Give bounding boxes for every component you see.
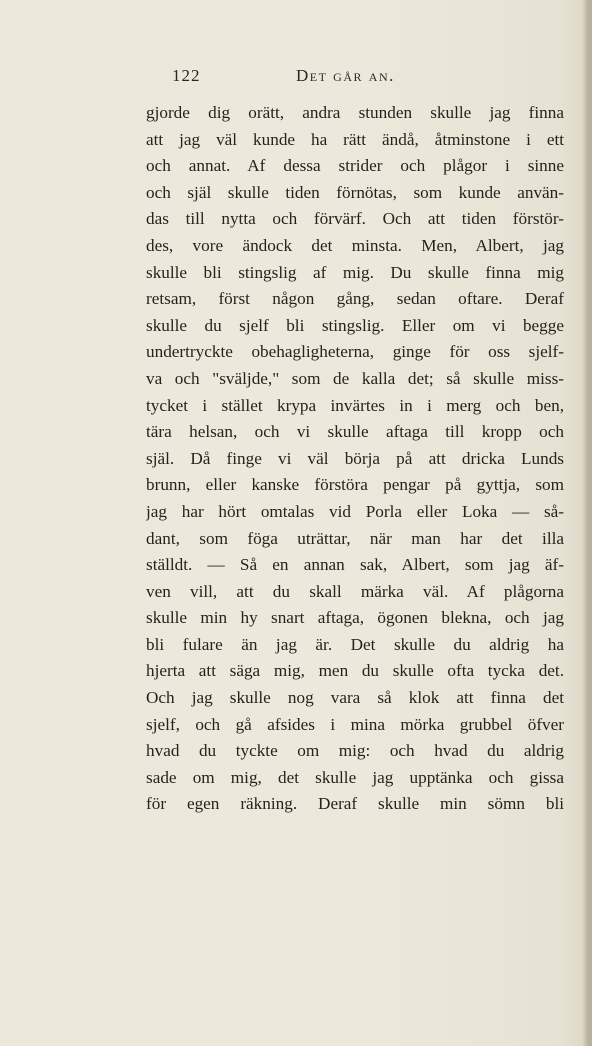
text-line: gjorde dig orätt, andra stunden skulle jag finna bbox=[146, 103, 564, 122]
text-line: des, vore ändock det minsta. Men, Albert, jag bbox=[146, 235, 564, 255]
text-line: Och jag skulle nog vara så klok att finna det bbox=[146, 688, 564, 708]
text-line: hjerta att säga mig, men du skulle ofta tycka det. bbox=[146, 661, 564, 681]
text-line: skulle bli stingslig af mig. Du skulle finna mig bbox=[146, 262, 564, 282]
text-line: hvad du tyckte om mig: och hvad du aldrig bbox=[146, 741, 564, 761]
page-header bbox=[146, 64, 564, 88]
text-line: sjelf, och gå afsides i mina mörka grubbel öfver bbox=[146, 714, 564, 734]
text-line: sade om mig, det skulle jag upptänka och gissa bbox=[146, 767, 564, 787]
text-line: das till nytta och förvärf. Och att tiden förstör- bbox=[146, 209, 564, 229]
text-line: bli fulare än jag är. Det skulle du aldrig ha bbox=[146, 634, 564, 654]
page-number: 122 bbox=[172, 66, 201, 85]
text-line: själ. Då finge vi väl börja på att dricka Lunds bbox=[146, 448, 564, 468]
text-line: att jag väl kunde ha rätt ändå, åtminstone i ett bbox=[146, 129, 564, 149]
text-line: tära helsan, och vi skulle aftaga till kropp och bbox=[146, 422, 564, 442]
running-title: Det går an. bbox=[296, 66, 395, 85]
text-line: och själ skulle tiden förnötas, som kunde använ- bbox=[146, 182, 564, 202]
text-line: för egen räkning. Deraf skulle min sömn bli bbox=[146, 794, 564, 814]
text-line: ställdt. — Så en annan sak, Albert, som jag äf- bbox=[146, 555, 564, 575]
text-line: retsam, först någon gång, sedan oftare. Deraf bbox=[146, 289, 564, 309]
text-line: undertryckte obehagligheterna, ginge för oss sjelf- bbox=[146, 342, 564, 362]
text-line: ven vill, att du skall märka väl. Af plågorna bbox=[146, 581, 564, 601]
text-line: skulle du sjelf bli stingslig. Eller om vi begge bbox=[146, 315, 564, 335]
page-edge-shadow bbox=[582, 0, 592, 1046]
text-line: tycket i stället krypa invärtes in i merg och ben, bbox=[146, 395, 564, 415]
text-line: och annat. Af dessa strider och plågor i sinne bbox=[146, 156, 564, 176]
text-line: dant, som föga uträttar, när man har det illa bbox=[146, 528, 564, 548]
text-line: jag har hört omtalas vid Porla eller Loka — så- bbox=[146, 501, 564, 521]
text-line: skulle min hy snart aftaga, ögonen blekna, och jag bbox=[146, 608, 564, 628]
body-text bbox=[146, 100, 564, 818]
text-line: brunn, eller kanske förstöra pengar på gyttja, som bbox=[146, 475, 564, 495]
text-line: va och "sväljde," som de kalla det; så skulle miss- bbox=[146, 368, 564, 388]
